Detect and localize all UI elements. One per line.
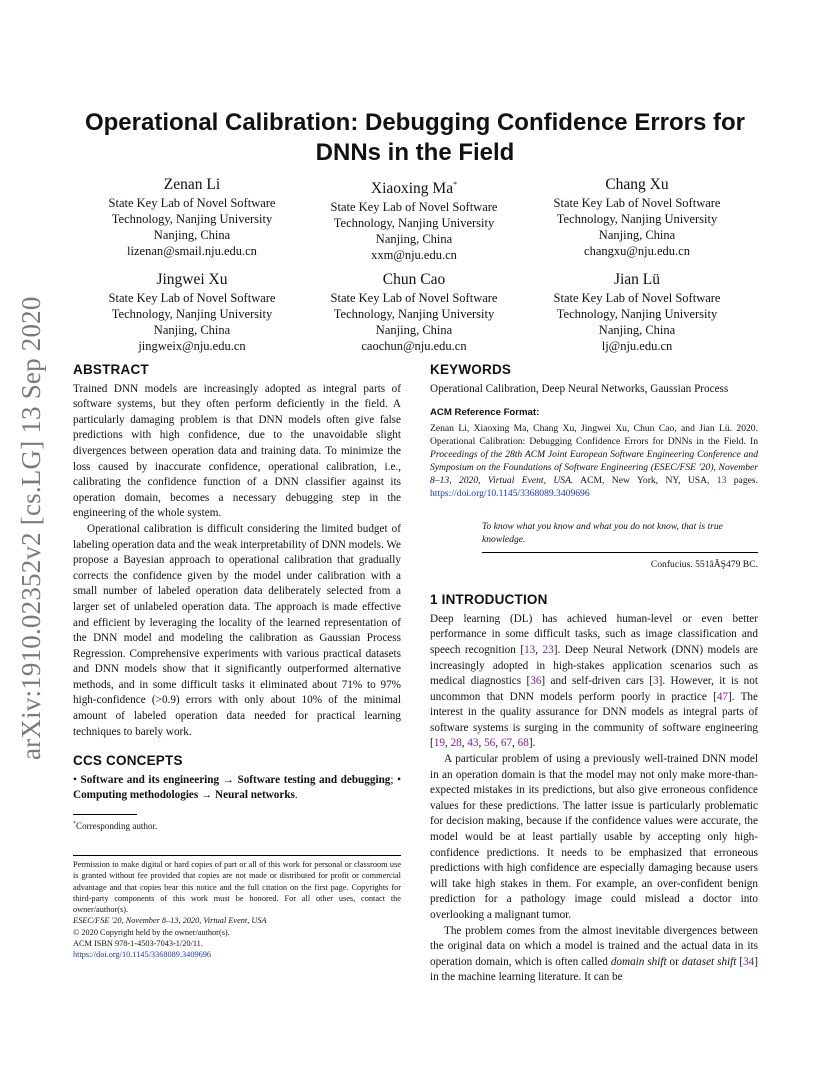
arxiv-stamp: arXiv:1910.02352v2 [cs.LG] 13 Sep 2020 — [16, 296, 46, 760]
author-email[interactable]: changxu@nju.edu.cn — [584, 244, 690, 258]
acm-ref-heading: ACM Reference Format: — [430, 407, 540, 419]
ccs-term: Software testing and debugging — [237, 773, 391, 786]
acm-ref-text: pages. — [726, 475, 758, 487]
ccs-term: Software and its engineering — [80, 773, 220, 786]
title-line-1: Operational Calibration: Debugging Confidence Errors for — [84, 109, 746, 136]
author-location: Nanjing, China — [153, 323, 231, 337]
author-block — [304, 175, 524, 263]
footnote — [73, 818, 401, 832]
text-run: ]. However, it is not uncommon that DNN models perform poorly in practice [ — [430, 675, 758, 703]
footnote-mark: * — [73, 821, 76, 827]
author-affiliation: Technology, Nanjing University — [556, 212, 718, 226]
permission-text: Permission to make digital or hard copies of part or all of this work for personal or classroom use is granted without fee provided that copies are not made or distributed for profit or commercial advantage and that copies bear this notice and the full citation on the first page. Copyrights for third-party components of this work must be honored. For all other uses, contact the owner/author(s). — [73, 860, 401, 915]
keywords-heading: KEYWORDS — [430, 362, 512, 377]
permission-block — [73, 859, 401, 961]
abstract-paragraph: Operational calibration is difficult considering the limited budget of labeling operation data and the weak interpretability of DNN models. We propose a Bayesian approach to operational calibration that gradually corrects the confidence given by the model under calibration with a small number of labeled operation data deliberately selected from a larger set of unlabeled operation data. The approach is made effective and efficient by leveraging the locality of the learned representation of the DNN model and modeling the calibration as Gaussian Process Regression. Comprehensive experiments with various practical datasets and DNN models show that it significantly outperformed alternative methods, and in some difficult tasks it eliminated about 71% to 97% high-confidence (>0.9) errors with only about 10% of the minimal amount of labeled operation data needed for practical learning techniques to barely work. — [73, 522, 401, 738]
author-affiliation: State Key Lab of Novel Software — [108, 291, 276, 305]
author-email[interactable]: lj@nju.edu.cn — [601, 339, 673, 353]
author-name-line — [304, 175, 524, 198]
author-email[interactable]: lizenan@smail.nju.edu.cn — [127, 244, 257, 258]
text-run: Deep learning (DL) has achieved human-level or even better performance in some difficult tasks, such as image classification and speech recognition [ — [430, 612, 758, 656]
conference-venue: ESEC/FSE '20, November 8–13, 2020, Virtual Event, USA — [73, 916, 267, 926]
intro-paragraph: A particular problem of using a previously well-trained DNN model in an operation domain is that the model may not only make more-than-expected mistakes in its predictions, but also give erroneous confidence values for these predictions. The latter issue is particularly problematic for decision making, because if the confidence values were accurate, the model would be at least partially usable by accepting only high-confidence predictions. It needs to be emphasized that erroneous predictions with high confidence are especially damaging because users will take high stakes in them. For example, an over-confident benign prediction for a pathology image could mislead a doctor into overlooking a malignant tumor. — [430, 753, 758, 921]
citation[interactable]: 13 — [524, 643, 536, 656]
author-location: Nanjing, China — [375, 323, 453, 337]
acm-ref-text: Zenan Li, Xiaoxing Ma, Chang Xu, Jingwei Xu, Chun Cao, and Jian Lü. 2020. Operational Calibration: Debugging Confidence Errors for DNNs in the Field. In — [430, 422, 758, 447]
text-run: ]. The interest in the quality assurance for DNN models as integral parts of software systems is surging in the community of software engineering [ — [430, 690, 758, 750]
text-run: ] and self-driven cars [ — [541, 675, 654, 688]
title-line-2: DNNs in the Field — [315, 139, 515, 166]
pages-link[interactable]: 13 — [716, 475, 727, 487]
epigraph-quote: To know what you know and what you do not know, that is true knowledge. — [482, 521, 723, 546]
author-email[interactable]: xxm@nju.edu.cn — [371, 248, 457, 263]
citation[interactable]: 68 — [517, 737, 529, 750]
term: domain shift — [610, 955, 667, 968]
abstract-heading: ABSTRACT — [73, 362, 149, 377]
author-location: Nanjing, China — [598, 228, 676, 242]
citation[interactable]: 43 — [467, 737, 479, 750]
citation[interactable]: 47 — [716, 690, 729, 703]
doi-link[interactable]: https://doi.org/10.1145/3368089.3409696 — [73, 950, 212, 960]
footnote-rule — [73, 814, 137, 815]
period: . — [294, 789, 298, 802]
text-run: The problem comes from the almost inevitable divergences between the original data on which a model is trained and the actual data in its operation domain, which is often called — [430, 924, 758, 968]
citation[interactable]: 36 — [530, 675, 542, 688]
text-run: ] in the machine learning literature. It can be — [430, 955, 758, 984]
author-name: Zenan Li — [163, 176, 221, 193]
author-name: Jingwei Xu — [156, 271, 228, 288]
arrow: → — [222, 773, 234, 786]
author-block — [527, 175, 747, 259]
author-name: Xiaoxing Ma — [370, 180, 454, 198]
author-location: Nanjing, China — [153, 228, 231, 242]
epigraph-rule — [482, 552, 758, 553]
keywords-text: Operational Calibration, Deep Neural Networks, Gaussian Process — [430, 382, 729, 395]
author-block — [527, 270, 747, 354]
citation[interactable]: 34 — [743, 955, 755, 968]
author-affiliation: State Key Lab of Novel Software — [330, 200, 498, 215]
author-affiliation: Technology, Nanjing University — [111, 212, 273, 226]
author-name: Jian Lü — [613, 271, 661, 288]
left-column — [73, 362, 401, 804]
arrow: → — [201, 789, 213, 802]
text-run: ]. Deep Neural Network (DNN) models are increasingly adopted in high-stakes application scenarios such as medical diagnostics [ — [430, 643, 758, 688]
intro-heading: 1 INTRODUCTION — [430, 592, 548, 608]
citation[interactable]: 67 — [500, 737, 513, 750]
abstract-paragraph: Trained DNN models are increasingly adopted as integral parts of software systems, but they often perform deficiently in the field. A particularly damaging problem is that DNN models often give false predictions with high confidence, due to the unavoidable slight divergences between operation data and training data. To minimize the loss caused by inaccurate confidence, operational calibration, i.e., calibrating the confidence function of a DNN classifier against its operation domain, becomes a necessary debugging step in the engineering of the whole system. — [73, 382, 401, 520]
intro-paragraph — [430, 924, 758, 986]
term: dataset shift — [681, 955, 737, 968]
author-block — [304, 270, 524, 354]
author-name: Chun Cao — [382, 271, 446, 288]
citation[interactable]: 28 — [450, 737, 462, 750]
author-block — [82, 175, 302, 259]
ccs-term: Neural networks — [215, 789, 295, 802]
citation[interactable]: 3 — [653, 675, 659, 688]
author-footnote-mark: * — [453, 180, 458, 189]
author-affiliation: Technology, Nanjing University — [333, 307, 495, 321]
author-location: Nanjing, China — [598, 323, 676, 337]
citation[interactable]: 56 — [484, 737, 496, 750]
author-affiliation: Technology, Nanjing University — [111, 307, 273, 321]
separator: ; • — [390, 773, 402, 786]
ccs-heading: CCS CONCEPTS — [73, 753, 183, 769]
author-name: Chang Xu — [605, 176, 669, 193]
epigraph-attribution: Confucius. 551âĂŞ479 BC. — [650, 558, 758, 570]
ccs-concepts — [73, 773, 401, 804]
author-affiliation: State Key Lab of Novel Software — [553, 291, 721, 305]
author-block — [82, 270, 302, 354]
author-email[interactable]: jingweix@nju.edu.cn — [138, 339, 246, 353]
author-affiliation: State Key Lab of Novel Software — [108, 196, 276, 210]
intro-paragraph: Deep learning (DL) has achieved human-level or even better performance in some difficult tasks, such as image classification and speech recognition [13, 23]. Deep Neural Network (DNN) models are increasingly adopted in high-stakes application scenarios such as medical diagnostics [36] and self-driven cars [3]. However, it is not uncommon that DNN models perform poorly in practice [47]. The interest in the quality assurance for DNN models as integral parts of software systems is surging in the community of software engineering [19, 28, 43, 56, 67, 68]. — [430, 612, 758, 750]
text-run: ]. — [528, 737, 536, 750]
author-location: Nanjing, China — [375, 232, 453, 247]
paper-title — [70, 108, 760, 168]
acm-ref-proceedings: Proceedings of the 28th ACM Joint European Software Engineering Conference and Symposium on the Foundations of Software Engineering (ESEC/FSE '20), November 8–13, 2020, Virtual Event, USA. — [430, 448, 758, 487]
permission-rule — [73, 855, 401, 856]
citation[interactable]: 23 — [542, 643, 554, 656]
author-affiliation: Technology, Nanjing University — [556, 307, 718, 321]
text-run: [ — [736, 955, 744, 968]
ccs-term: Computing methodologies — [73, 789, 199, 802]
acm-ref-text: ACM, New York, NY, USA, — [573, 475, 717, 487]
author-affiliation: State Key Lab of Novel Software — [553, 196, 721, 210]
text-run: or — [666, 955, 682, 968]
author-email[interactable]: caochun@nju.edu.cn — [361, 339, 467, 353]
acm-reference — [430, 422, 758, 501]
footnote-text: Corresponding author. — [76, 821, 158, 832]
right-column — [430, 362, 758, 986]
isbn: ACM ISBN 978-1-4503-7043-1/20/11. — [73, 939, 203, 949]
bullet: • — [73, 773, 77, 786]
author-affiliation: State Key Lab of Novel Software — [330, 291, 498, 305]
citation[interactable]: 19 — [433, 737, 445, 750]
author-affiliation: Technology, Nanjing University — [333, 216, 495, 231]
doi-link[interactable]: https://doi.org/10.1145/3368089.3409696 — [430, 488, 590, 500]
copyright: © 2020 Copyright held by the owner/author(s). — [73, 927, 230, 937]
